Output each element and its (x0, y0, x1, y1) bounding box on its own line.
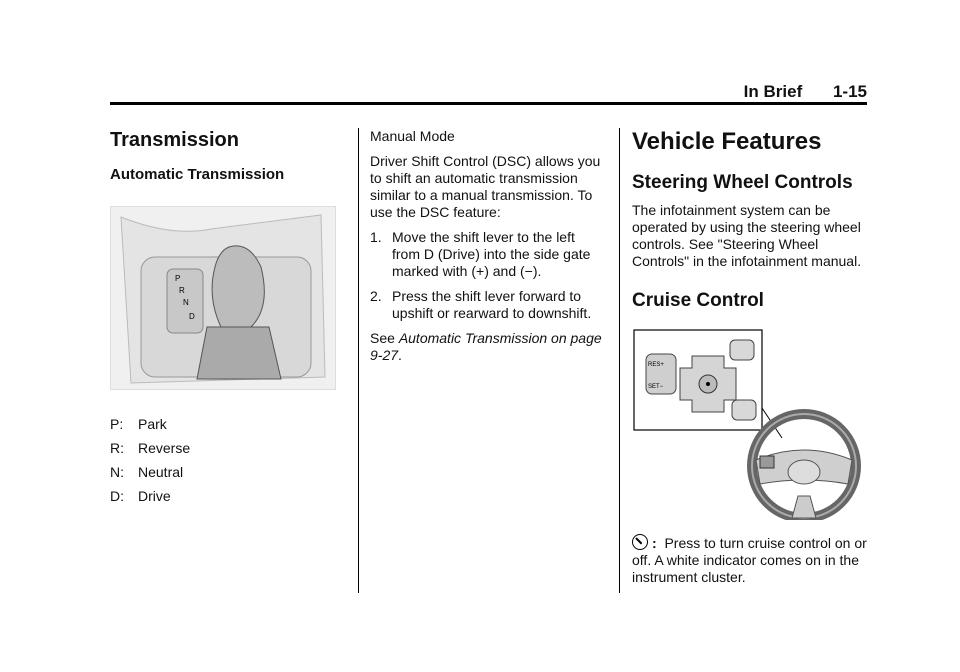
column-manual-mode (370, 128, 605, 364)
shifter-illustration (110, 206, 336, 390)
def-value: Reverse (138, 440, 191, 456)
heading-steering-wheel-controls: Steering Wheel Controls (632, 172, 853, 193)
heading-automatic-transmission: Automatic Transmission (110, 166, 285, 183)
def-neutral (110, 464, 342, 481)
def-key: D: (110, 488, 124, 504)
shift-pattern-R: R (179, 286, 185, 295)
step-number: 1. (370, 229, 382, 245)
header-section: In Brief (743, 82, 803, 101)
gear-definitions (110, 416, 342, 505)
res-plus-label: RES+ (648, 362, 664, 368)
column-divider-2 (619, 128, 620, 593)
header-rule (110, 102, 867, 105)
def-drive (110, 488, 342, 505)
steering-wheel-icon (632, 328, 864, 520)
set-minus-label: SET− (648, 384, 664, 390)
cruise-control-on-off-icon (632, 534, 648, 550)
cruise-control-description (632, 534, 867, 586)
see-prefix: See (370, 330, 399, 346)
def-key: N: (110, 464, 124, 480)
cc-text: Press to turn cruise control on or off. A white indicator comes on in the instrument cluster. (632, 535, 867, 585)
step-number: 2. (370, 288, 382, 304)
heading-vehicle-features: Vehicle Features (632, 128, 822, 155)
see-link[interactable]: Automatic Transmission on page 9-27 (370, 330, 602, 363)
shift-lever-icon (111, 207, 335, 389)
cruise-control-illustration (632, 328, 864, 520)
def-key: P: (110, 416, 124, 432)
step-1 (370, 229, 605, 280)
heading-transmission: Transmission (110, 129, 239, 151)
shift-pattern-P: P (175, 274, 181, 283)
def-value: Neutral (138, 464, 184, 480)
see-reference (370, 330, 605, 364)
def-reverse (110, 440, 342, 457)
column-divider-1 (358, 128, 359, 593)
def-park (110, 416, 342, 433)
step-text: Move the shift lever to the left from D (Drive) into the side gate marked with (+) and (−). (392, 229, 591, 279)
shift-pattern-D: D (189, 312, 195, 321)
step-2 (370, 288, 605, 322)
heading-manual-mode: Manual Mode (370, 128, 455, 144)
heading-cruise-control: Cruise Control (632, 290, 764, 311)
shift-pattern-N: N (183, 298, 189, 307)
def-key: R: (110, 440, 124, 456)
def-value: Park (138, 416, 167, 432)
manual-mode-intro: Driver Shift Control (DSC) allows you to shift an automatic transmission similar to a manual transmission. To use the DSC feature: (370, 153, 601, 220)
header-page-number: 1-15 (832, 82, 867, 101)
column-vehicle-features (632, 128, 867, 586)
def-value: Drive (138, 488, 171, 504)
cc-separator: : (652, 535, 657, 551)
see-suffix: . (398, 347, 402, 363)
steering-controls-text: The infotainment system can be operated by using the steering wheel controls. See "Steering Wheel Controls" in the infotainment manual. (632, 202, 862, 269)
column-transmission (110, 128, 342, 505)
step-text: Press the shift lever forward to upshift or rearward to downshift. (392, 288, 592, 321)
